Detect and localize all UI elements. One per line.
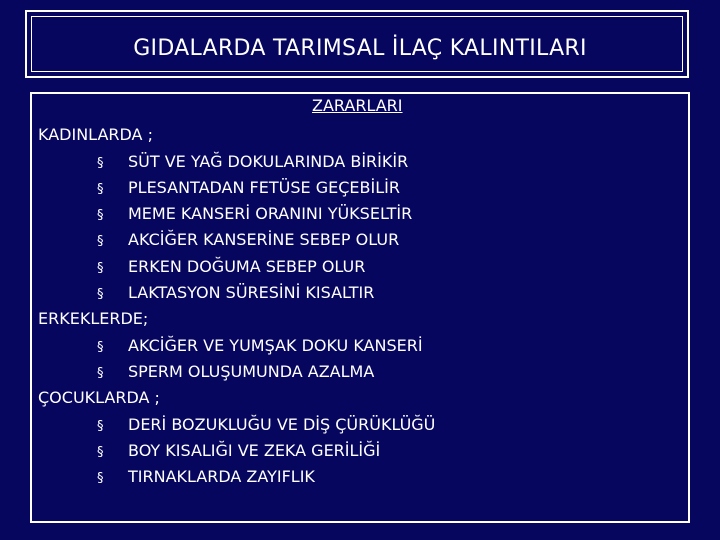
list-item xyxy=(38,149,435,175)
bullet-icon: § xyxy=(97,418,104,434)
list-item-text: AKCİĞER KANSERİNE SEBEP OLUR xyxy=(128,230,400,250)
section-heading-women: KADINLARDA ; xyxy=(38,125,153,145)
section-heading-children: ÇOCUKLARDA ; xyxy=(38,388,160,408)
section-heading-men: ERKEKLERDE; xyxy=(38,309,149,329)
bullet-icon: § xyxy=(97,471,104,487)
bullet-icon: § xyxy=(97,260,104,276)
list-item xyxy=(38,333,435,359)
list-item-text: MEME KANSERİ ORANINI YÜKSELTİR xyxy=(128,204,413,224)
list-item-text: DERİ BOZUKLUĞU VE DİŞ ÇÜRÜKLÜĞÜ xyxy=(128,414,436,434)
list-item-text: AKCİĞER VE YUMŞAK DOKU KANSERİ xyxy=(128,335,423,355)
bullet-icon: § xyxy=(97,155,104,171)
bullet-icon: § xyxy=(97,208,104,224)
bullet-icon: § xyxy=(97,444,104,460)
slide-title: GIDALARDA TARIMSAL İLAÇ KALINTILARI xyxy=(133,36,587,61)
slide-subtitle: ZARARLARI xyxy=(312,96,403,115)
list-item-text: ERKEN DOĞUMA SEBEP OLUR xyxy=(128,256,366,276)
bullet-icon: § xyxy=(97,234,104,250)
list-item xyxy=(38,438,435,464)
spacer xyxy=(38,96,435,122)
list-item xyxy=(38,280,435,306)
list-item xyxy=(38,254,435,280)
list-item-text: SÜT VE YAĞ DOKULARINDA BİRİKİR xyxy=(128,151,409,171)
list-item-text: TIRNAKLARDA ZAYIFLIK xyxy=(128,467,315,487)
bullet-icon: § xyxy=(97,287,104,303)
list-item xyxy=(38,227,435,253)
list-item-text: PLESANTADAN FETÜSE GEÇEBİLİR xyxy=(128,177,400,197)
list-item xyxy=(38,412,435,438)
list-item xyxy=(38,201,435,227)
list-item-text: SPERM OLUŞUMUNDA AZALMA xyxy=(128,361,375,381)
list-item-text: BOY KISALIĞI VE ZEKA GERİLİĞİ xyxy=(128,440,381,460)
bullet-icon: § xyxy=(97,365,104,381)
list-item xyxy=(38,359,435,385)
bullet-icon: § xyxy=(97,339,104,355)
content-list xyxy=(38,96,435,490)
list-item-text: LAKTASYON SÜRESİNİ KISALTIR xyxy=(128,283,375,303)
bullet-icon: § xyxy=(97,181,104,197)
list-item xyxy=(38,464,435,490)
list-item xyxy=(38,175,435,201)
